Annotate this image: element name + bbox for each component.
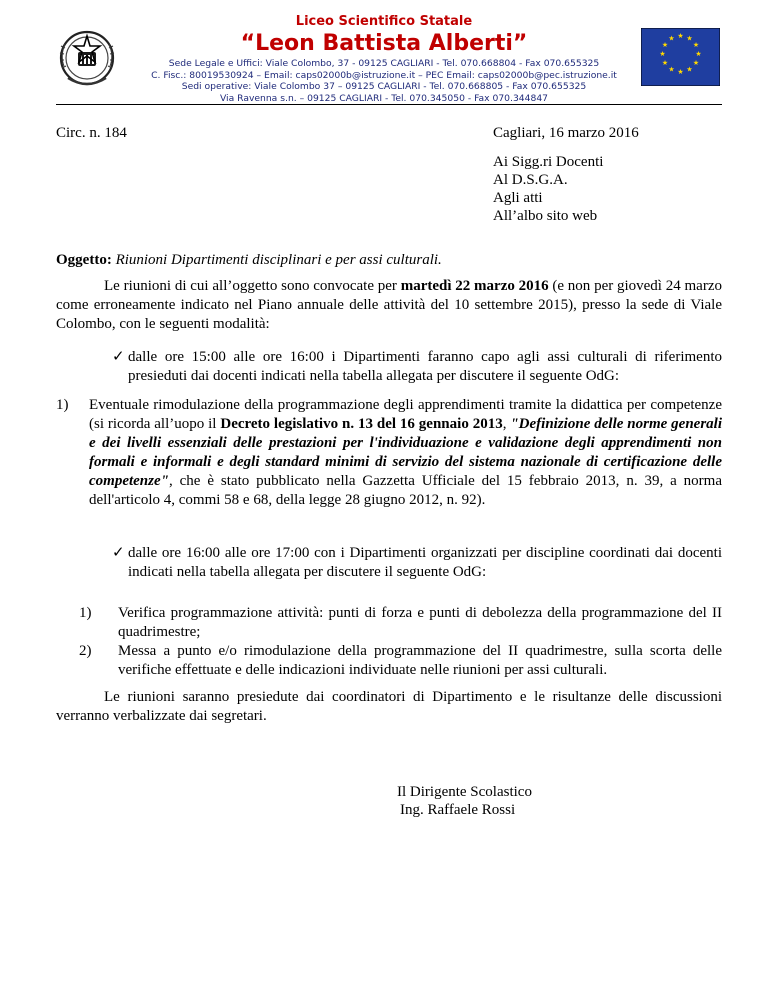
svg-text:★: ★ xyxy=(661,41,669,49)
block1-check-text: dalle ore 15:00 alle ore 16:00 i Dipartimenti faranno capo agli assi culturali di riferimento presieduti dai docenti indicati nella tabella allegata per discutere il seguente OdG: xyxy=(128,349,722,384)
svg-text:★: ★ xyxy=(692,41,700,49)
signature-role: Il Dirigente Scolastico xyxy=(397,784,532,800)
decree-reference: Decreto legislativo n. 13 del 16 gennaio 2013 xyxy=(220,416,503,432)
subject-text: Riunioni Dipartimenti disciplinari e per assi culturali. xyxy=(115,252,442,268)
subject-line xyxy=(56,251,442,270)
check-mark-icon: ✓ xyxy=(112,349,125,365)
svg-text:★: ★ xyxy=(661,59,669,67)
recipient-item: Agli atti xyxy=(493,190,543,206)
recipient-item: Ai Sigg.ri Docenti xyxy=(493,154,604,170)
eu-flag-icon xyxy=(641,28,720,86)
recipient-item: All’albo sito web xyxy=(493,208,598,224)
header-fiscal-line: C. Fisc.: 80019530924 – Email: caps02000b@istruzione.it – PEC Email: caps02000b@pec.istruzione.it xyxy=(151,70,617,81)
block1-item: Eventuale rimodulazione della programmazione degli apprendimenti tramite la didattica per competenze (si ricorda all’uopo il Decreto legislativo n. 13 del 16 gennaio 2013, "Definizione delle norme generali e dei livelli essenziali delle prestazioni per l'individuazione e validazione degli apprendimenti non formali e informali e degli standard minimi di servizio del sistema nazionale di certificazione delle competenze", che è stato pubblicato nella Gazzetta Ufficiale del 15 febbraio 2013, n. 39, a norma dell'articolo 4, commi 58 e 68, della legge 28 giugno 2012, n. 92). xyxy=(89,397,723,508)
header-address-line: Sede Legale e Uffici: Viale Colombo, 37 - 09125 CAGLIARI - Tel. 070.668804 - Fax 070.655325 xyxy=(168,58,600,69)
recipient-item: Al D.S.G.A. xyxy=(493,172,568,188)
school-name: “Leon Battista Alberti” xyxy=(240,31,528,56)
svg-text:★: ★ xyxy=(686,34,693,43)
svg-text:★: ★ xyxy=(668,34,675,43)
header-operative-line: Sedi operative: Viale Colombo 37 – 09125 CAGLIARI - Tel. 070.668805 - Fax 070.655325 xyxy=(181,81,587,92)
svg-text:★: ★ xyxy=(692,59,700,67)
italian-republic-emblem-icon xyxy=(56,26,118,92)
decree-title: "Definizione delle norme generali e dei livelli essenziali delle prestazioni per l'individuazione e validazione degli apprendimenti non formali e informali e degli standard minimi di servizio del sistema nazionale di certificazione delle competenze" xyxy=(89,416,723,489)
header-ravenna-line: Via Ravenna s.n. – 09125 CAGLIARI - Tel. 070.345050 - Fax 070.344847 xyxy=(219,93,549,104)
svg-text:★: ★ xyxy=(668,65,675,74)
svg-text:★: ★ xyxy=(686,65,693,74)
block2-item-number: 2) xyxy=(79,643,92,659)
svg-text:★: ★ xyxy=(677,32,684,40)
meeting-date: martedì 22 marzo 2016 xyxy=(400,278,549,294)
place-date: Cagliari, 16 marzo 2016 xyxy=(493,125,639,141)
svg-text:★: ★ xyxy=(659,50,666,58)
check-mark-icon: ✓ xyxy=(112,545,125,561)
intro-paragraph: Le riunioni di cui all’oggetto sono convocate per martedì 22 marzo 2016 (e non per giovedì 24 marzo come erroneamente indicato nel Piano annuale delle attività del 10 settembre 2015), presso la sede di Viale Colombo, con le seguenti modalità: xyxy=(56,278,722,332)
block1-item-number: 1) xyxy=(56,397,69,413)
signature-name: Ing. Raffaele Rossi xyxy=(400,802,516,818)
school-type: Liceo Scientifico Statale xyxy=(295,14,473,29)
subject-label: Oggetto: xyxy=(56,252,112,268)
block2-item-number: 1) xyxy=(79,605,92,621)
circular-number: Circ. n. 184 xyxy=(56,125,127,141)
closing-paragraph: Le riunioni saranno presiedute dai coordinatori di Dipartimento e le risultanze delle discussioni verranno verbalizzate dai segretari. xyxy=(56,689,722,724)
svg-text:★: ★ xyxy=(695,50,702,58)
block2-check-text: dalle ore 16:00 alle ore 17:00 con i Dipartimenti organizzati per discipline coordinati dai docenti indicati nella tabella allegata per discutere il seguente OdG: xyxy=(128,545,722,580)
header-divider xyxy=(56,104,722,105)
block2-item: Messa a punto e/o rimodulazione della programmazione del II quadrimestre, sulla scorta delle verifiche effettuate e delle indicazioni individuate nelle riunioni per assi culturali. xyxy=(118,643,722,678)
block2-item: Verifica programmazione attività: punti di forza e punti di debolezza della programmazione del II quadrimestre; xyxy=(118,605,722,640)
svg-text:★: ★ xyxy=(677,68,684,76)
